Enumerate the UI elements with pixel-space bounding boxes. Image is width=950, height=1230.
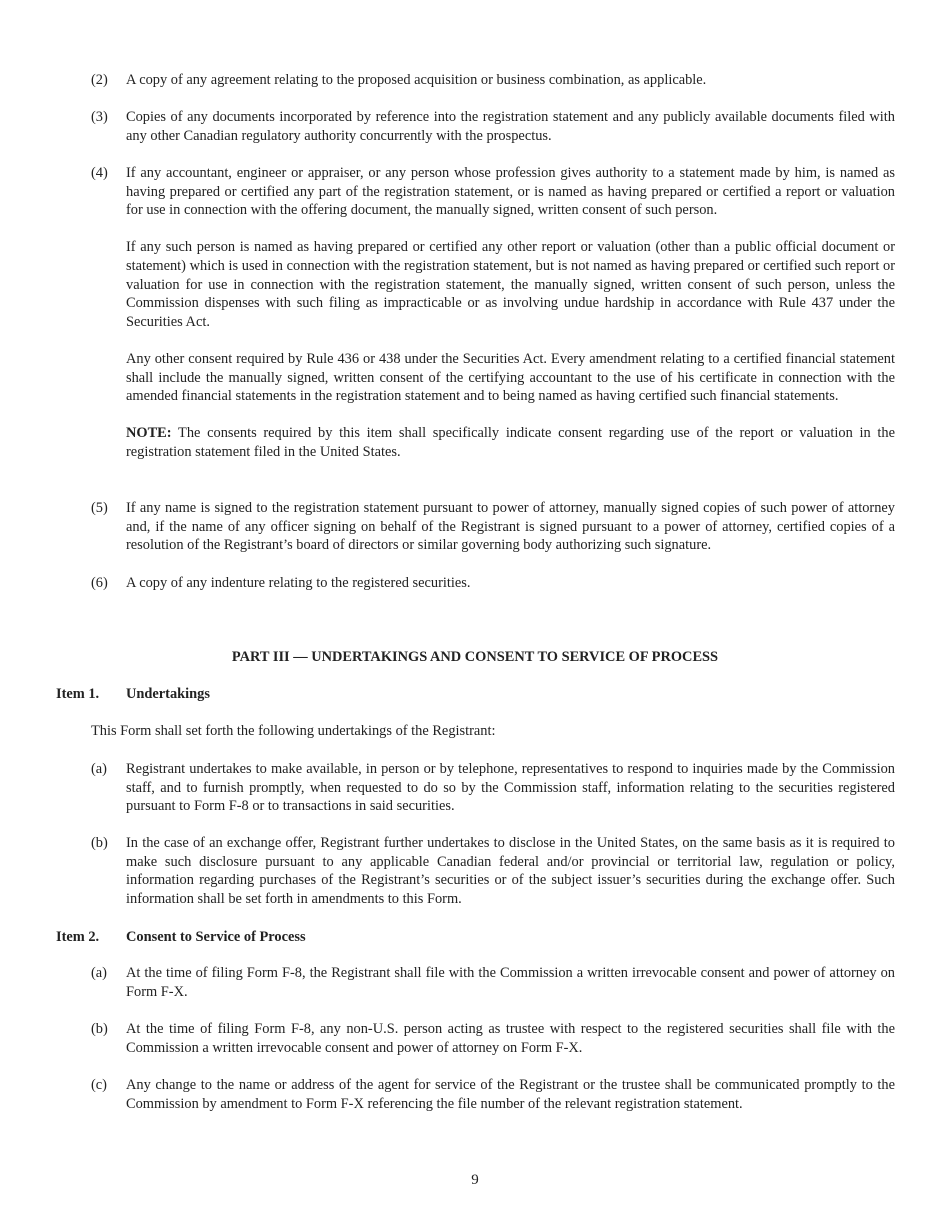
note-text: The consents required by this item shall specifically indicate consent regarding use of the report or valuation in the registration statement filed in the United States.: [126, 425, 895, 460]
item-paragraph: Copies of any documents incorporated by reference into the registration statement and any publicly available documents filed with any other Canadian regulatory authority concurrently with the prospectus.: [126, 109, 895, 144]
item-number: (2): [91, 72, 108, 88]
undertaking-a: [91, 760, 895, 816]
exhibit-item-5: [91, 499, 895, 555]
consent-c: [91, 1076, 895, 1113]
item-2-title: Consent to Service of Process: [126, 929, 306, 945]
consent-b: [91, 1020, 895, 1057]
undertaking-b: [91, 834, 895, 908]
part-heading: PART III — UNDERTAKINGS AND CONSENT TO SERVICE OF PROCESS: [231, 649, 719, 665]
exhibit-item-3: [91, 108, 895, 145]
item-number: (3): [91, 109, 108, 125]
item-1-title: Undertakings: [126, 686, 210, 702]
exhibit-item-6: [91, 574, 895, 593]
subitem-letter: (b): [91, 835, 108, 851]
subitem-text: Registrant undertakes to make available, in person or by telephone, representatives to respond to inquiries made by the Commission staff, and to furnish promptly, when requested to do so by the Commission staff, information relating to the securities registered pursuant to Form F-8 or to transactions in said securities.: [126, 761, 895, 815]
note-paragraph: [126, 424, 895, 461]
subitem-letter: (c): [91, 1077, 107, 1093]
subitem-text: Any change to the name or address of the agent for service of the Registrant or the trustee shall be communicated promptly to the Commission by amendment to Form F-X referencing the file number of the relevant registration statement.: [126, 1077, 895, 1112]
item-paragraph: A copy of any agreement relating to the proposed acquisition or business combination, as applicable.: [126, 72, 707, 88]
item-number: (5): [91, 500, 108, 516]
undertakings-intro: This Form shall set forth the following undertakings of the Registrant:: [91, 723, 496, 739]
consent-a: [91, 964, 895, 1001]
item-1-number: Item 1.: [56, 686, 100, 702]
subitem-letter: (b): [91, 1021, 108, 1037]
subitem-text: In the case of an exchange offer, Registrant further undertakes to disclose in the United States, on the same basis as it is required to make such disclosure pursuant to any applicable Canadian federal and/or provincial or territorial law, regulation or policy, information regarding purchases of the Registrant’s securities or of the subject issuer’s securities during the exchange offer. Such information shall be set forth in amendments to this Form.: [126, 835, 895, 907]
item-paragraph: A copy of any indenture relating to the registered securities.: [126, 575, 471, 591]
subitem-letter: (a): [91, 965, 107, 981]
item-2-heading: [56, 928, 306, 947]
subitem-text: At the time of filing Form F-8, the Registrant shall file with the Commission a written irrevocable consent and power of attorney on Form F-X.: [126, 965, 895, 1000]
subitem-letter: (a): [91, 761, 107, 777]
item-2-number: Item 2.: [56, 929, 100, 945]
item-number: (4): [91, 165, 108, 181]
item-paragraph: If any such person is named as having prepared or certified any other report or valuation (other than a public official document or statement) which is used in connection with the registration statement, but is not named as having prepared or certified such report or valuation for use in connection with the registration statement, the manually signed, written consent of such person, unless the Commission dispenses with such filing as impracticable or as involving undue hardship in accordance with Rule 437 under the Securities Act.: [126, 239, 895, 330]
exhibit-item-2: [91, 71, 895, 90]
subitem-text: At the time of filing Form F-8, any non-U.S. person acting as trustee with respect to the registered securities shall file with the Commission a written irrevocable consent and power of attorney on Form F-X.: [126, 1021, 895, 1056]
exhibit-item-4: [91, 164, 895, 462]
item-paragraph: If any name is signed to the registration statement pursuant to power of attorney, manually signed copies of such power of attorney and, if the name of any officer signing on behalf of the Registrant is signed pursuant to a power of attorney, certified copies of a resolution of the Registrant’s board of directors or similar governing body authorizing such signature.: [126, 500, 895, 554]
item-paragraph: Any other consent required by Rule 436 or 438 under the Securities Act. Every amendment relating to a certified financial statement shall include the manually signed, written consent of the certifying accountant to the use of his certificate in connection with the amended financial statements in the registration statement and to being named as having certified such financial statements.: [126, 350, 895, 405]
item-number: (6): [91, 575, 108, 591]
item-1-heading: [56, 685, 210, 704]
item-paragraph: If any accountant, engineer or appraiser, or any person whose profession gives authority to a statement made by him, is named as having prepared or certified any part of the registration statement, or is named as having prepared or certified a report or valuation for use in connection with the offering document, the manually signed, written consent of such person.: [126, 165, 895, 219]
page-number: 9: [471, 1172, 479, 1188]
note-label: NOTE:: [126, 425, 172, 442]
